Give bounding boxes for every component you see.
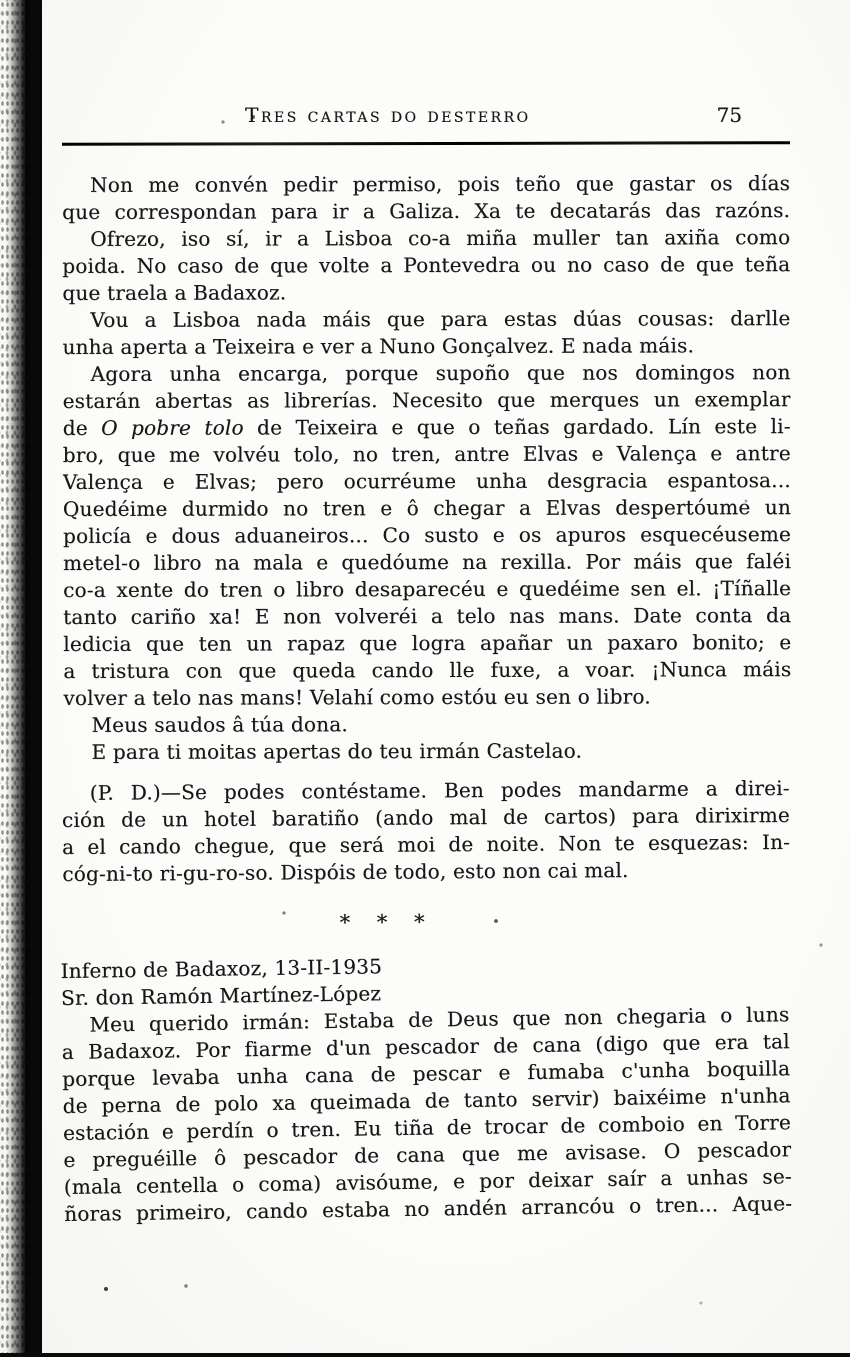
text-line: bro, que me volvéu tolo, no tren, antre Elvas e Valença e antre [62, 441, 791, 467]
header-rule [62, 141, 790, 146]
text-line: e preguéille ô pescador de cana que me avisase. O pescador [63, 1137, 792, 1172]
text-line: cóg-ni-to ri-gu-ro-so. Dispóis de todo, esto non cai mal. [62, 858, 629, 886]
text-line: Non me convén pedir permiso, pois teño que gastar os días [90, 171, 791, 197]
text-line: metel-o libro na mala e quedóume na rexilla. Por máis que faléi [62, 549, 792, 575]
text-line: que correspondan para ir a Galiza. Xa te decatarás das razóns. [62, 198, 791, 224]
text-line: Valença e Elvas; pero ocurréume unha desgracia espantosa... [62, 468, 791, 494]
text-segment: de [62, 415, 102, 440]
text-line [63, 413, 791, 442]
text-segment: de Teixeira e que o teñas gardado. Lín este li- [243, 414, 791, 440]
text-line: Sr. don Ramón Martínez-López [60, 981, 382, 1011]
text-body [60, 171, 793, 1228]
running-title: Tres cartas do desterro [245, 103, 531, 127]
text-line: ción de un hotel baratiño (ando mal de cartos) para dirixirme [61, 802, 790, 833]
text-line: Agora unha encarga, porque supoño que nos domingos non [90, 360, 791, 386]
text-line: porque levaba unha cana de pescar e fumaba c'unha boquilla [62, 1056, 791, 1091]
book-title: O pobre tolo [101, 415, 244, 440]
text-line: Meu querido irmán: Estaba de Deus que non chegaria o luns [89, 1002, 790, 1037]
page-header [62, 103, 790, 133]
scan-bottom-edge [0, 1353, 850, 1357]
text-line: co-a xente do tren o libro desaparecéu e quedéime sen el. ¡Tíñalle [63, 576, 792, 602]
text-line: a tristura con que queda cando lle fuxe, a voar. ¡Nunca máis [63, 657, 792, 683]
text-line: estarán abertas as librerías. Necesito que merques un exemplar [62, 387, 791, 413]
text-line: (P. D.)—Se podes contéstame. Ben podes mandarme a direi- [89, 775, 790, 805]
text-line: estación e perdín o tren. Eu tiña de trocar de comboio en Torre [62, 1110, 792, 1145]
text-line: (mala centella o coma) avisóume, e por deixar saír a unhas se- [63, 1164, 792, 1199]
text-line: que traela a Badaxoz. [62, 280, 287, 305]
section-rule-divider [62, 906, 790, 938]
section-postscript [62, 775, 791, 888]
text-line: volver a telo nas mans! Velahí como estóu eu sen o libro. [63, 684, 651, 710]
text-line: ñoras primeiro, cando estaba no andén arrancóu o tren... Aque- [64, 1191, 793, 1226]
text-line: ledicia que ten un rapaz que logra apañar un paxaro bonito; e [63, 630, 792, 656]
text-line: Quedéime durmido no tren e ô chegar a Elvas despertóume un [62, 495, 791, 521]
text-line: Vou a Lisboa nada máis que para estas dúas cousas: darlle [90, 306, 791, 332]
text-line: Ofrezo, iso sí, ir a Lisboa co-a miña muller tan axiña como [90, 225, 791, 251]
text-line: E para ti moitas apertas do teu irmán Castelao. [91, 738, 583, 764]
text-line: a el cando chegue, que será moi de noite. Non te esquezas: In- [62, 829, 791, 859]
text-line: a Badaxoz. Por fiarme d'un pescador de cana (digo que era tal [61, 1029, 790, 1065]
asterisk-divider: * * * [339, 910, 425, 935]
text-line: de perna de polo xa queimada de tanto servir) baixéime n'unha [62, 1083, 791, 1118]
section-letter-1 [62, 170, 792, 766]
text-line: policía e dous aduaneiros... Co susto e os apuros esquecéuseme [62, 522, 791, 548]
text-line: Meus saudos â túa dona. [91, 712, 348, 737]
page-number: 75 [716, 103, 742, 127]
text-line: tanto cariño xa! E non volveréi a telo nas mans. Date conta da [63, 603, 792, 629]
section-letter-2 [60, 947, 792, 1228]
text-line: unha aperta a Teixeira e ver a Nuno Gonçalvez. E nada máis. [62, 333, 695, 359]
text-line: poida. No caso de que volte a Pontevedra ou no caso de que teña [62, 252, 791, 278]
text-line: Inferno de Badaxoz, 13-II-1935 [60, 954, 383, 984]
